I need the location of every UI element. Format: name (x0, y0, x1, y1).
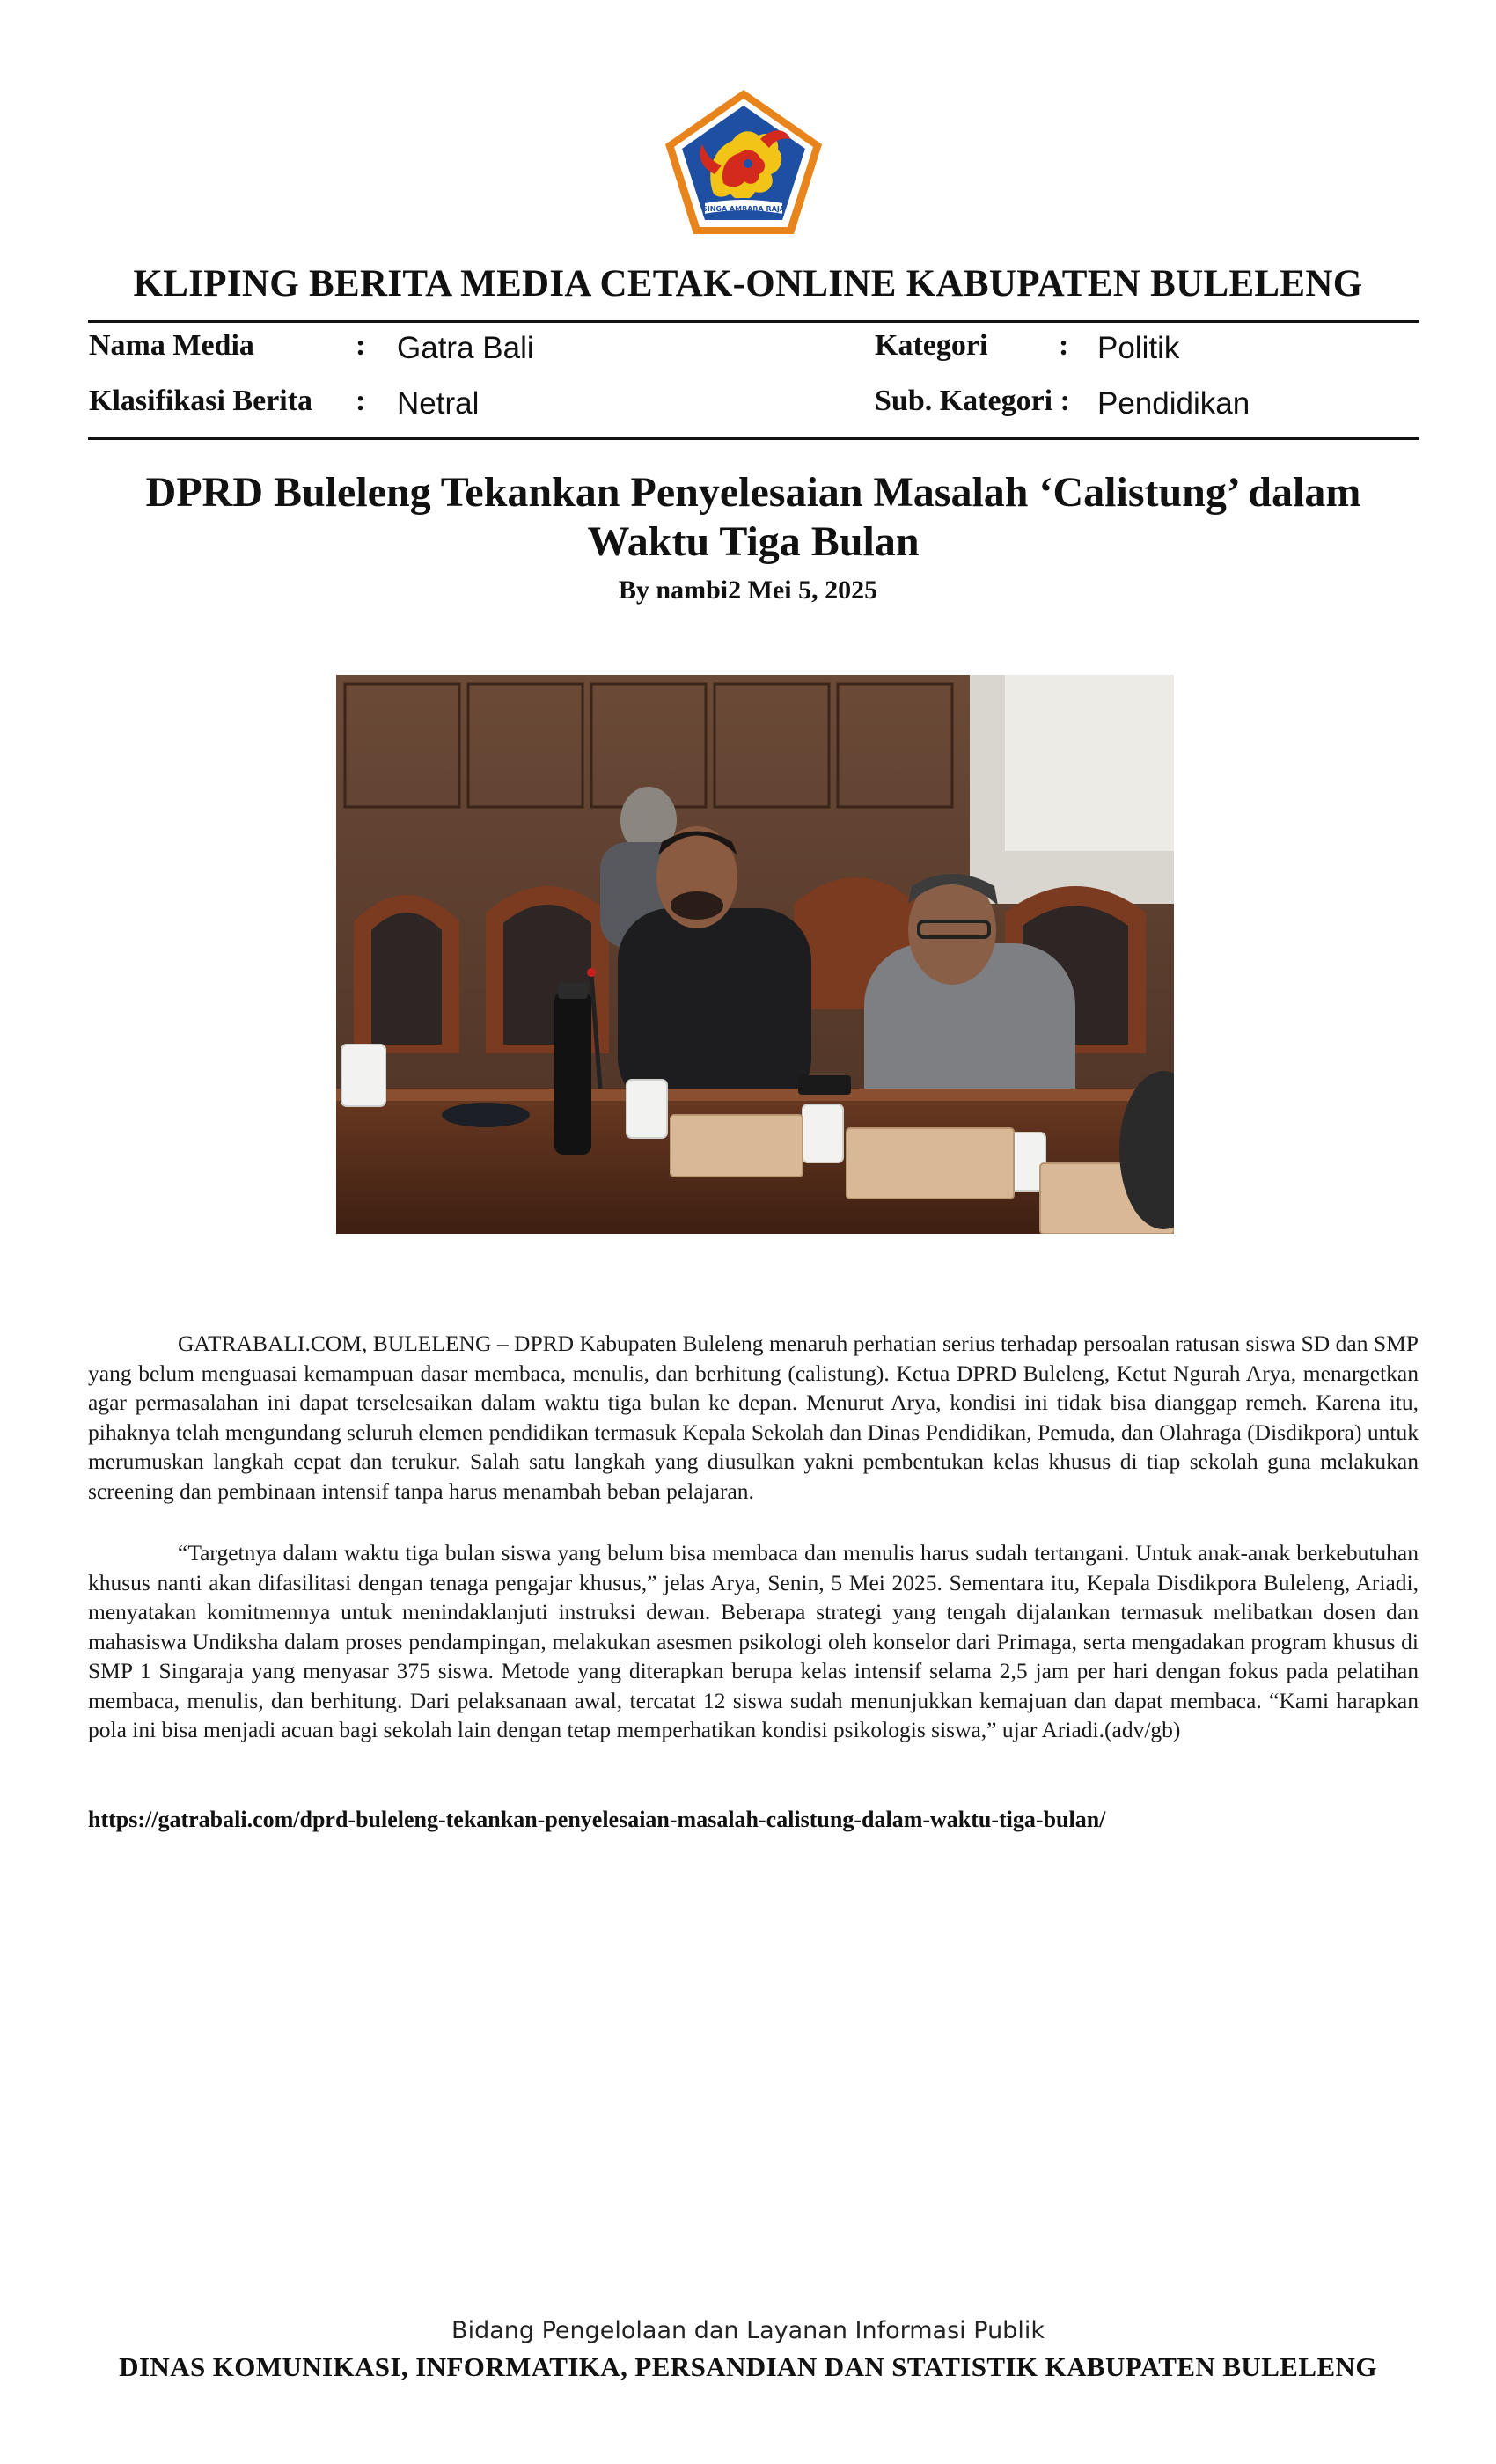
media-label: Nama Media (89, 329, 254, 362)
kategori-colon: : (1059, 329, 1069, 362)
logo-motto-text: SINGA AMBARA RAJA (701, 205, 786, 213)
media-value: Gatra Bali (397, 331, 534, 365)
media-colon: : (356, 329, 366, 362)
kategori-value: Politik (1097, 331, 1180, 365)
article-paragraph-1: GATRABALI.COM, BULELENG – DPRD Kabupaten Buleleng menaruh perhatian serius terhadap persoalan ratusan siswa SD dan SMP yang belum menguasai kemampuan dasar membaca, menulis, dan berhitung (calistung). Ketua DPRD Buleleng, Ketut Ngurah Arya, menargetkan agar permasalahan ini dapat terselesaikan dalam waktu tiga bulan ke depan. Menurut Arya, kondisi ini tidak bisa dianggap remeh. Karena itu, pihaknya telah mengundang seluruh elemen pendidikan termasuk Kepala Sekolah dan Dinas Pendidikan, Pemuda, dan Olahraga (Disdikpora) untuk merumuskan langkah cepat dan terukur. Salah satu langkah yang diusulkan yakni pembentukan kelas khusus di tiap sekolah guna melakukan screening dan pembinaan intensif tanpa harus menambah beban pelajaran. (88, 1331, 1419, 1504)
subkategori-label: Sub. Kategori : (875, 385, 1070, 417)
klasifikasi-colon: : (356, 385, 366, 417)
klasifikasi-value: Netral (397, 386, 480, 421)
subkategori-value: Pendidikan (1097, 386, 1250, 421)
footer-unit: Bidang Pengelolaan dan Layanan Informasi Publik (451, 2317, 1045, 2344)
footer-agency: DINAS KOMUNIKASI, INFORMATIKA, PERSANDIAN DAN STATISTIK KABUPATEN BULELENG (119, 2351, 1377, 2382)
kategori-label: Kategori (875, 329, 988, 362)
article-headline: DPRD Buleleng Tekankan Penyelesaian Masalah ‘Calistung’ dalam Waktu Tiga Bulan (145, 469, 1361, 565)
regency-emblem-logo (662, 86, 825, 238)
divider-top (88, 320, 1419, 323)
page-title: KLIPING BERITA MEDIA CETAK-ONLINE KABUPATEN BULELENG (133, 263, 1363, 304)
article-paragraph-2: “Targetnya dalam waktu tiga bulan siswa yang belum bisa membaca dan menulis harus sudah tertangani. Untuk anak-anak berkebutuhan khusus nanti akan difasilitasi dengan tenaga pengajar khusus,” jelas Arya, Senin, 5 Mei 2025. Sementara itu, Kepala Disdikpora Buleleng, Ariadi, menyatakan komitmennya untuk menindaklanjuti instruksi dewan. Beberapa strategi yang tengah dijalankan termasuk melibatkan dosen dan mahasiswa Undiksha dalam proses pendampingan, melakukan asesmen psikologi oleh konselor dari Primaga, serta mengadakan program khusus di SMP 1 Singaraja yang menyasar 375 siswa. Metode yang diterapkan berupa kelas intensif selama 2,5 jam per hari dengan fokus pada pelatihan membaca, menulis, dan berhitung. Dari pelaksanaan awal, tercatat 12 siswa sudah menunjukkan kemajuan dan dapat membaca. “Kami harapkan pola ini bisa menjadi acuan bagi sekolah lain dengan tetap memperhatikan kondisi psikologis siswa,” ujar Ariadi.(adv/gb) (88, 1540, 1419, 1742)
source-url-link[interactable]: https://gatrabali.com/dprd-buleleng-tekankan-penyelesaian-masalah-calistung-dalam-waktu-tiga-bulan/ (88, 1807, 1106, 1832)
divider-bottom (88, 437, 1419, 440)
article-byline: By nambi2 Mei 5, 2025 (618, 576, 878, 605)
article-photo (336, 675, 1174, 1234)
klasifikasi-label: Klasifikasi Berita (89, 385, 313, 417)
